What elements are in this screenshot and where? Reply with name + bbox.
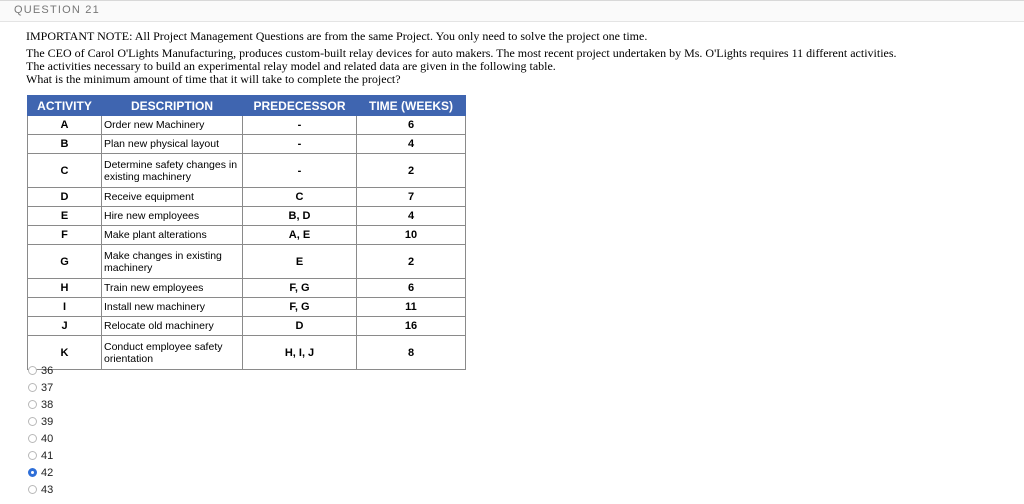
answer-option[interactable] xyxy=(28,362,53,379)
cell-description: Plan new physical layout xyxy=(102,135,243,154)
answer-option[interactable] xyxy=(28,481,53,498)
cell-predecessor: F, G xyxy=(243,279,357,298)
cell-description: Train new employees xyxy=(102,279,243,298)
answer-option-label: 37 xyxy=(41,381,54,394)
answer-option[interactable] xyxy=(28,447,53,464)
cell-activity: K xyxy=(28,336,102,370)
cell-time: 4 xyxy=(357,207,466,226)
answer-option-label: 40 xyxy=(41,432,54,445)
cell-time: 6 xyxy=(357,116,466,135)
table-row xyxy=(28,226,466,245)
prompt-question: What is the minimum amount of time that it will take to complete the project? xyxy=(26,72,401,86)
table-row xyxy=(28,336,466,370)
answer-option-label: 43 xyxy=(41,483,54,496)
table-row xyxy=(28,207,466,226)
cell-activity: C xyxy=(28,154,102,188)
radio-icon[interactable] xyxy=(28,400,37,409)
header-time: TIME (WEEKS) xyxy=(357,96,466,116)
prompt-table-intro: The activities necessary to build an experimental relay model and related data are given in the following table. xyxy=(26,59,556,73)
cell-description: Determine safety changes in existing machinery xyxy=(102,154,243,188)
header-activity: ACTIVITY xyxy=(28,96,102,116)
radio-icon[interactable] xyxy=(28,434,37,443)
answer-options xyxy=(28,362,53,498)
cell-predecessor: H, I, J xyxy=(243,336,357,370)
radio-icon[interactable] xyxy=(28,366,37,375)
cell-description: Hire new employees xyxy=(102,207,243,226)
answer-option[interactable] xyxy=(28,430,53,447)
cell-activity: J xyxy=(28,317,102,336)
cell-activity: I xyxy=(28,298,102,317)
cell-predecessor: - xyxy=(243,154,357,188)
cell-time: 2 xyxy=(357,154,466,188)
cell-predecessor: C xyxy=(243,188,357,207)
answer-option-label: 42 xyxy=(41,466,54,479)
question-title: QUESTION 21 xyxy=(14,4,100,16)
cell-activity: H xyxy=(28,279,102,298)
cell-time: 16 xyxy=(357,317,466,336)
table-row xyxy=(28,188,466,207)
question-header xyxy=(0,0,1024,22)
cell-activity: B xyxy=(28,135,102,154)
cell-description: Install new machinery xyxy=(102,298,243,317)
cell-description: Make changes in existing machinery xyxy=(102,245,243,279)
question-prompt xyxy=(26,30,1016,86)
cell-time: 11 xyxy=(357,298,466,317)
activity-table xyxy=(27,95,466,370)
cell-predecessor: - xyxy=(243,135,357,154)
table-header-row xyxy=(28,96,466,116)
table-row xyxy=(28,317,466,336)
table-row xyxy=(28,135,466,154)
answer-option[interactable] xyxy=(28,396,53,413)
prompt-note: IMPORTANT NOTE: All Project Management Questions are from the same Project. You only need to solve the project one time. xyxy=(26,29,648,43)
radio-icon[interactable] xyxy=(28,485,37,494)
table-row xyxy=(28,245,466,279)
cell-predecessor: B, D xyxy=(243,207,357,226)
answer-option[interactable] xyxy=(28,464,53,481)
answer-option-label: 38 xyxy=(41,398,54,411)
cell-activity: F xyxy=(28,226,102,245)
radio-selected-icon[interactable] xyxy=(28,468,37,477)
cell-time: 4 xyxy=(357,135,466,154)
cell-description: Order new Machinery xyxy=(102,116,243,135)
table-row xyxy=(28,298,466,317)
cell-time: 10 xyxy=(357,226,466,245)
cell-description: Relocate old machinery xyxy=(102,317,243,336)
cell-predecessor: - xyxy=(243,116,357,135)
radio-icon[interactable] xyxy=(28,383,37,392)
cell-activity: D xyxy=(28,188,102,207)
answer-option-label: 39 xyxy=(41,415,54,428)
radio-icon[interactable] xyxy=(28,451,37,460)
cell-activity: A xyxy=(28,116,102,135)
table-row xyxy=(28,116,466,135)
cell-time: 7 xyxy=(357,188,466,207)
cell-predecessor: D xyxy=(243,317,357,336)
answer-option[interactable] xyxy=(28,379,53,396)
table-row xyxy=(28,279,466,298)
cell-time: 6 xyxy=(357,279,466,298)
cell-time: 2 xyxy=(357,245,466,279)
cell-predecessor: F, G xyxy=(243,298,357,317)
header-description: DESCRIPTION xyxy=(102,96,243,116)
cell-activity: G xyxy=(28,245,102,279)
cell-predecessor: A, E xyxy=(243,226,357,245)
table-row xyxy=(28,154,466,188)
prompt-scenario: The CEO of Carol O'Lights Manufacturing, produces custom-built relay devices for auto makers. The most recent project undertaken by Ms. O'Lights requires 11 different activities. xyxy=(26,46,897,60)
answer-option-label: 36 xyxy=(41,364,54,377)
radio-icon[interactable] xyxy=(28,417,37,426)
cell-activity: E xyxy=(28,207,102,226)
cell-description: Receive equipment xyxy=(102,188,243,207)
cell-predecessor: E xyxy=(243,245,357,279)
answer-option-label: 41 xyxy=(41,449,54,462)
answer-option[interactable] xyxy=(28,413,53,430)
cell-description: Make plant alterations xyxy=(102,226,243,245)
cell-time: 8 xyxy=(357,336,466,370)
cell-description: Conduct employee safety orientation xyxy=(102,336,243,370)
header-predecessor: PREDECESSOR xyxy=(243,96,357,116)
